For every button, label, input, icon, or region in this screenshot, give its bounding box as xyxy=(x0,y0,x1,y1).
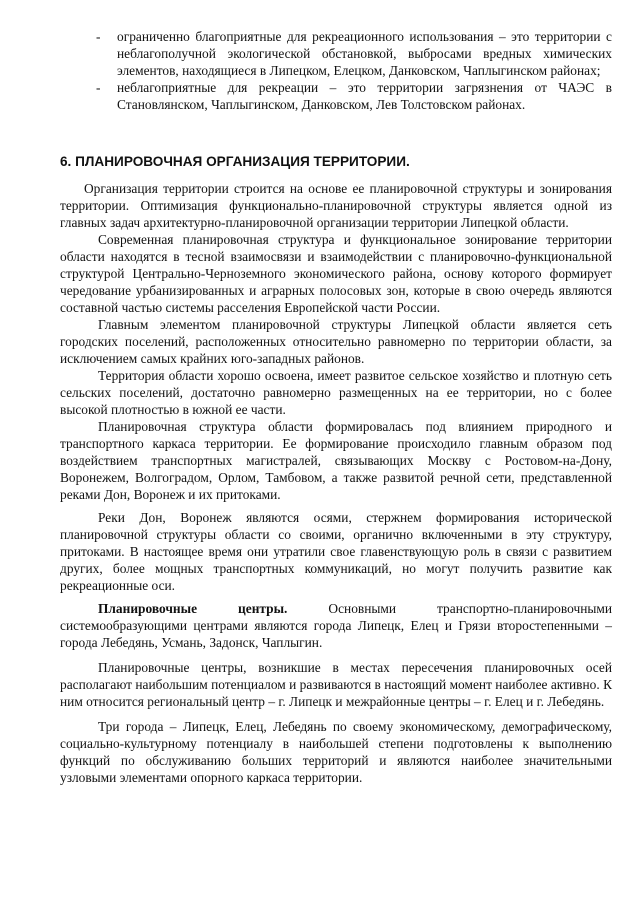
paragraph-main-element: Главным элементом планировочной структуры Липецкой области является сеть городских поселений, расположенных относительно равномерно по территории области, за исключением самых крайних юго-западных районов. xyxy=(60,317,612,366)
bullet-text: ограниченно благоприятные для рекреационного использования – это территории с неблагополучной экологической обстановкой, выбросами вредных химических элементов, находящиеся в Липецком, Елецком, Данковском, Чаплыгинском районах; xyxy=(117,29,612,78)
paragraph-organization: Организация территории строится на основе ее планировочной структуры и зонирования территории. Оптимизация функционально-планировочной структуры является одной из главных задач архитектурно-планировочной организации территории Липецкой области. xyxy=(60,181,612,230)
paragraph-territory: Территория области хорошо освоена, имеет развитое сельское хозяйство и плотную сеть сельских поселений, достаточно равномерно размещенных на ее территории, но с более высокой плотностью в южной ее части. xyxy=(60,368,612,417)
bullet-marker: - xyxy=(96,80,101,95)
list-item xyxy=(60,79,612,113)
paragraph-rivers: Реки Дон, Воронеж являются осями, стержнем формирования исторической планировочной структуры области со своими, органично включенными в эту структуру, притоками. В настоящее время они утратили свое главенствующую роль в связи с развитием других, более мощных транспортных коммуникаций, но могут получить развитие как рекреационные оси. xyxy=(60,510,612,593)
paragraph-planning-centers xyxy=(60,600,612,651)
paragraph-centers-intersection: Планировочные центры, возникшие в местах пересечения планировочных осей располагают наибольшим потенциалом и развиваются в настоящий момент наиболее активно. К ним относится региональный центр – г. Липецк и межрайонные центры – г. Елец и г. Лебедянь. xyxy=(60,660,612,709)
bullet-marker: - xyxy=(96,29,101,44)
paragraph-planning-structure: Планировочная структура области формировалась под влиянием природного и транспортного каркаса территории. Ее формирование происходило главным образом под воздействием транспортных магистралей, связывающих Москву с Ростовом-на-Дону, Воронежем, Волгоградом, Орлом, Тамбовом, а также развитой речной сети, представленной реками Дон, Воронеж и их притоками. xyxy=(60,419,612,502)
list-item xyxy=(60,28,612,79)
bullet-list xyxy=(60,28,612,113)
paragraph-three-cities: Три города – Липецк, Елец, Лебедянь по своему экономическому, демографическому, социально-культурному потенциалу в наибольшей степени подготовлены к выполнению функций по обслуживанию больших территорий и являются наиболее значительными узловыми элементами опорного каркаса территории. xyxy=(60,719,612,785)
planning-centers-heading: Планировочные центры. xyxy=(98,601,288,616)
paragraph-modern-structure: Современная планировочная структура и функциональное зонирование территории области находятся в тесной взаимосвязи и взаимодействии с планировочно-функциональной структурой Центрально-Черноземного экономического района, основу которого формирует чередование урбанизированных и аграрных полосовых зон, которые в свою очередь являются составной частью системы расселения Европейской части России. xyxy=(60,232,612,315)
section-heading: 6. ПЛАНИРОВОЧНАЯ ОРГАНИЗАЦИЯ ТЕРРИТОРИИ. xyxy=(60,154,410,169)
bullet-text: неблагоприятные для рекреации – это территории загрязнения от ЧАЭС в Становлянском, Чаплыгинском, Данковском, Лев Толстовском районах. xyxy=(117,80,612,112)
planning-centers-text: Основными транспортно-планировочными системообразующими центрами являются города Липецк, Елец и Грязи второстепенными – города Лебедянь, Усмань, Задонск, Чаплыгин. xyxy=(60,601,612,650)
